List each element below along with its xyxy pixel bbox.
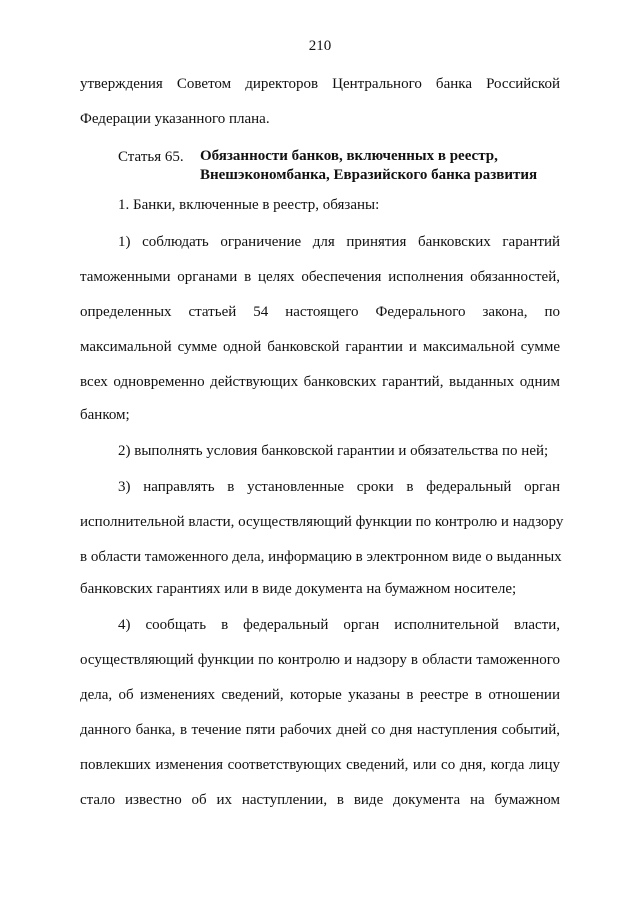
paragraph-line: всех одновременно действующих банковских гарантий, выданных одним	[80, 374, 560, 390]
paragraph-line: максимальной сумме одной банковской гарантии и максимальной сумме	[80, 339, 560, 355]
paragraph-line: исполнительной власти, осуществляющий функции по контролю и надзору	[80, 514, 564, 530]
paragraph-line: 3) направлять в установленные сроки в федеральный орган	[118, 479, 560, 495]
paragraph-line: банковских гарантиях или в виде документа на бумажном носителе;	[80, 581, 517, 597]
paragraph-line: 2) выполнять условия банковской гарантии и обязательства по ней;	[118, 443, 549, 459]
article-title-line-2: Внешэкономбанка, Евразийского банка развития	[200, 167, 538, 183]
article-number: Статья 65.	[118, 149, 184, 165]
paragraph-line: повлекших изменения соответствующих сведений, или со дня, когда лицу	[80, 757, 560, 773]
page-number: 210	[308, 38, 332, 54]
paragraph-line: таможенными органами в целях обеспечения исполнения обязанностей,	[80, 269, 560, 285]
paragraph-line: дела, об изменениях сведений, которые указаны в реестре в отношении	[80, 687, 560, 703]
paragraph-line: определенных статьей 54 настоящего Федерального закона, по	[80, 304, 560, 320]
paragraph-line: 1. Банки, включенные в реестр, обязаны:	[118, 197, 380, 213]
intro-line-2: Федерации указанного плана.	[80, 111, 270, 127]
intro-line-1: утверждения Советом директоров Центрального банка Российской	[80, 76, 560, 92]
paragraph-line: в области таможенного дела, информацию в электронном виде о выданных	[80, 549, 562, 565]
paragraph-line: 4) сообщать в федеральный орган исполнительной власти,	[118, 617, 560, 633]
paragraph-line: осуществляющий функции по контролю и надзору в области таможенного	[80, 652, 560, 668]
article-title-line-1: Обязанности банков, включенных в реестр,	[200, 148, 498, 164]
paragraph-line: стало известно об их наступлении, в виде документа на бумажном	[80, 792, 560, 808]
article-title	[200, 147, 537, 185]
paragraph-line: данного банка, в течение пяти рабочих дней со дня наступления событий,	[80, 722, 560, 738]
paragraph-line: 1) соблюдать ограничение для принятия банковских гарантий	[118, 234, 560, 250]
paragraph-line: банком;	[80, 407, 130, 423]
